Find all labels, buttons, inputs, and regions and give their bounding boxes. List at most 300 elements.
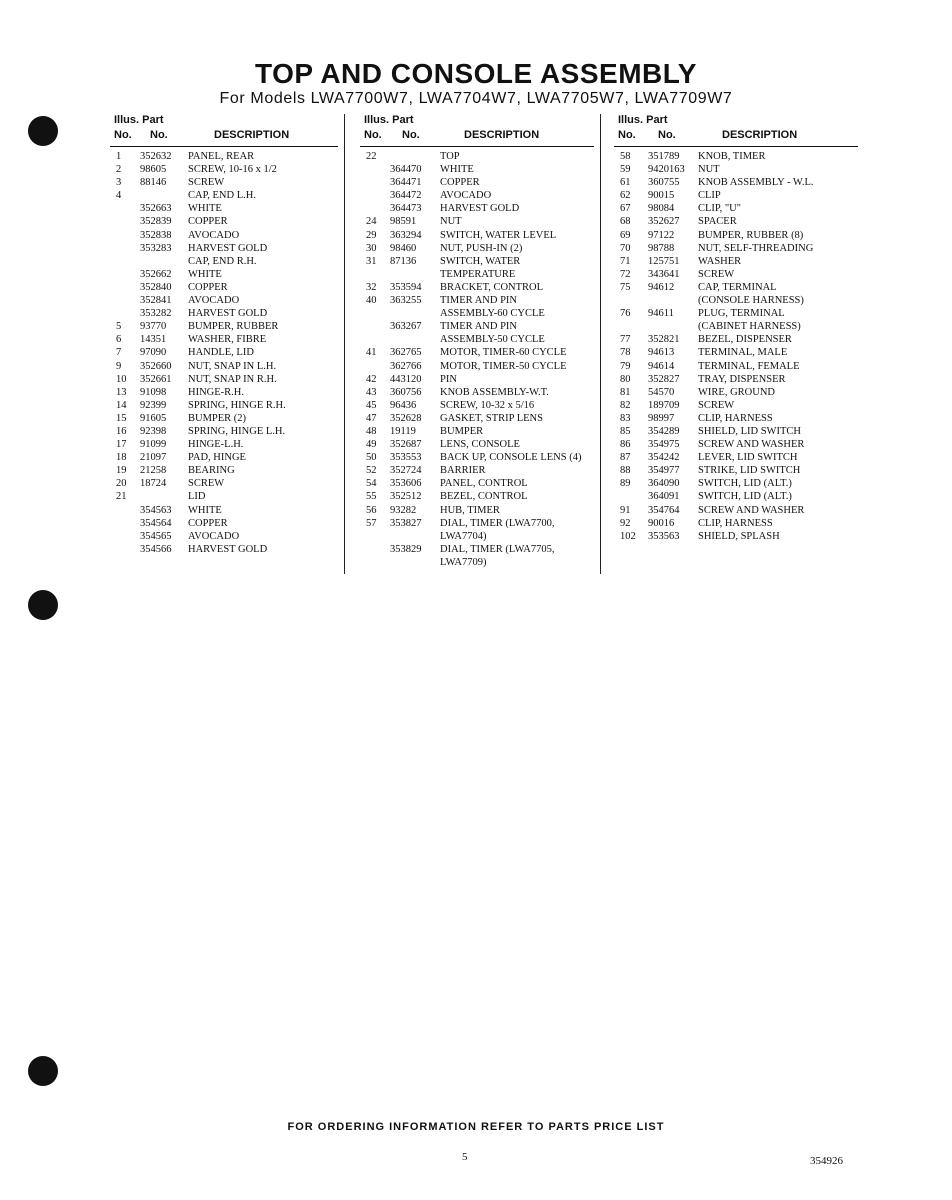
header-illus-no: No.: [114, 129, 132, 141]
part-number: 360755: [648, 177, 680, 189]
part-number: 352661: [140, 373, 172, 385]
table-row: [110, 490, 338, 503]
part-description: TIMER AND PIN: [440, 295, 518, 307]
table-row: [360, 425, 594, 438]
table-row: [110, 268, 338, 281]
part-description: HANDLE, LID: [188, 347, 254, 359]
table-row: [110, 412, 338, 425]
part-description: BEZEL, CONTROL: [440, 491, 528, 503]
part-number: 352839: [140, 216, 172, 228]
table-row: [614, 202, 858, 215]
header-part-no: No.: [402, 129, 420, 141]
table-row: [614, 412, 858, 425]
part-number: 364473: [390, 203, 422, 215]
part-number: 352627: [648, 216, 680, 228]
part-number: 21258: [140, 465, 167, 477]
illus-number: 43: [366, 386, 377, 398]
part-description: LENS, CONSOLE: [440, 439, 520, 451]
part-number: 354977: [648, 465, 680, 477]
illus-number: 68: [620, 216, 631, 228]
illus-number: 83: [620, 412, 631, 424]
part-number: 351789: [648, 151, 680, 162]
part-number: 352663: [140, 203, 172, 215]
part-description: LWA7704): [440, 530, 487, 542]
part-description: CLIP: [698, 190, 721, 202]
illus-number: 10: [116, 373, 127, 385]
table-row: [614, 425, 858, 438]
table-row: [360, 504, 594, 517]
illus-number: 61: [620, 177, 631, 189]
table-row: [614, 386, 858, 399]
part-description: AVOCADO: [188, 295, 240, 307]
part-number: 91099: [140, 439, 167, 451]
part-description: CLIP, HARNESS: [698, 412, 773, 424]
table-row: [614, 189, 858, 202]
table-row: [110, 477, 338, 490]
table-row: [110, 504, 338, 517]
part-number: 352827: [648, 373, 680, 385]
table-row: [614, 242, 858, 255]
part-number: 360756: [390, 386, 422, 398]
part-description: PIN: [440, 373, 457, 385]
part-number: 364090: [648, 478, 680, 490]
parts-column-3: [614, 114, 858, 543]
illus-number: 81: [620, 386, 631, 398]
illus-number: 47: [366, 412, 377, 424]
part-description: LEVER, LID SWITCH: [698, 452, 798, 464]
table-row: [110, 438, 338, 451]
part-description: SCREW AND WASHER: [698, 504, 805, 516]
header-illus-no: No.: [364, 129, 382, 141]
illus-number: 2: [116, 164, 122, 176]
part-description: SCREW, 10-16 x 1/2: [188, 164, 277, 176]
table-row: [110, 530, 338, 543]
part-number: 87136: [390, 255, 417, 267]
table-row: [110, 163, 338, 176]
table-row: [360, 517, 594, 530]
part-number: 54570: [648, 386, 675, 398]
part-description: SCREW: [188, 478, 225, 490]
illus-number: 88: [620, 465, 631, 477]
table-row: [614, 530, 858, 543]
table-row: [614, 490, 858, 503]
part-number: 97090: [140, 347, 167, 359]
part-number: 352632: [140, 151, 172, 162]
part-description: BACK UP, CONSOLE LENS (4): [440, 452, 582, 464]
part-description: ASSEMBLY-60 CYCLE: [440, 308, 545, 320]
part-number: 93282: [390, 504, 417, 516]
table-row: [360, 386, 594, 399]
part-description: NUT, SNAP IN R.H.: [188, 373, 277, 385]
table-row: [360, 268, 594, 281]
table-row: [110, 320, 338, 333]
table-row: [360, 176, 594, 189]
illus-number: 71: [620, 255, 631, 267]
column-header: [110, 114, 338, 147]
part-description: PANEL, CONTROL: [440, 478, 528, 490]
part-number: 352660: [140, 360, 172, 372]
part-number: 94613: [648, 347, 675, 359]
table-row: [110, 333, 338, 346]
column-divider: [600, 114, 601, 574]
part-description: COPPER: [440, 177, 480, 189]
column-header: [360, 114, 594, 147]
table-row: [110, 176, 338, 189]
part-number: 94612: [648, 281, 675, 293]
part-number: 353829: [390, 543, 422, 555]
part-number: 14351: [140, 334, 167, 346]
parts-rows: [110, 147, 338, 556]
part-number: 353606: [390, 478, 422, 490]
illus-number: 70: [620, 242, 631, 254]
illus-number: 58: [620, 151, 631, 162]
table-row: [110, 425, 338, 438]
part-description: PLUG, TERMINAL: [698, 308, 785, 320]
table-row: [614, 399, 858, 412]
part-number: 88146: [140, 177, 167, 189]
column-divider: [344, 114, 345, 574]
part-number: 92398: [140, 425, 167, 437]
part-description: HARVEST GOLD: [188, 242, 268, 254]
table-row: [360, 215, 594, 228]
part-number: 354975: [648, 439, 680, 451]
part-number: 352662: [140, 268, 172, 280]
part-description: COPPER: [188, 216, 228, 228]
table-row: [614, 360, 858, 373]
illus-number: 32: [366, 281, 377, 293]
illus-number: 57: [366, 517, 377, 529]
part-number: 352628: [390, 412, 422, 424]
part-number: 363267: [390, 321, 422, 333]
part-description: BUMPER, RUBBER (8): [698, 229, 804, 241]
part-description: HINGE-L.H.: [188, 439, 244, 451]
part-number: 352724: [390, 465, 422, 477]
table-row: [614, 150, 858, 163]
part-description: LID: [188, 491, 206, 503]
page-number: 5: [462, 1151, 468, 1163]
part-description: AVOCADO: [188, 229, 240, 241]
part-description: WIRE, GROUND: [698, 386, 775, 398]
part-description: KNOB, TIMER: [698, 151, 766, 162]
illus-number: 17: [116, 439, 127, 451]
table-row: [360, 438, 594, 451]
header-description: DESCRIPTION: [464, 129, 540, 141]
part-description: SPRING, HINGE R.H.: [188, 399, 286, 411]
table-row: [614, 346, 858, 359]
part-number: 97122: [648, 229, 675, 241]
part-description: HARVEST GOLD: [188, 308, 268, 320]
table-row: [110, 399, 338, 412]
part-number: 18724: [140, 478, 167, 490]
part-number: 354764: [648, 504, 680, 516]
part-description: GASKET, STRIP LENS: [440, 412, 543, 424]
part-description: COPPER: [188, 281, 228, 293]
part-description: BRACKET, CONTROL: [440, 281, 544, 293]
table-row: [360, 320, 594, 333]
part-number: 363255: [390, 295, 422, 307]
part-number: 91098: [140, 386, 167, 398]
part-description: COPPER: [188, 517, 228, 529]
ordering-note: FOR ORDERING INFORMATION REFER TO PARTS PRICE LIST: [287, 1121, 665, 1133]
table-row: [360, 373, 594, 386]
part-description: WHITE: [188, 268, 222, 280]
part-description: SWITCH, WATER: [440, 255, 521, 267]
table-row: [614, 517, 858, 530]
part-description: PAD, HINGE: [188, 452, 246, 464]
illus-number: 18: [116, 452, 127, 464]
part-description: NUT: [440, 216, 462, 228]
table-row: [614, 215, 858, 228]
table-row: [110, 294, 338, 307]
part-number: 363294: [390, 229, 422, 241]
table-row: [110, 229, 338, 242]
table-row: [614, 176, 858, 189]
table-row: [110, 517, 338, 530]
part-description: CAP, END R.H.: [188, 255, 257, 267]
illus-number: 30: [366, 242, 377, 254]
part-number: 364091: [648, 491, 680, 503]
part-description: MOTOR, TIMER-60 CYCLE: [440, 347, 567, 359]
part-number: 354242: [648, 452, 680, 464]
header-illus-part: Illus. Part: [364, 114, 414, 126]
illus-number: 45: [366, 399, 377, 411]
part-number: 125751: [648, 255, 680, 267]
part-description: NUT, PUSH-IN (2): [440, 242, 523, 254]
parts-column-2: [360, 114, 594, 569]
part-description: SCREW: [698, 268, 735, 280]
part-description: KNOB ASSEMBLY - W.L.: [698, 177, 814, 189]
illus-number: 82: [620, 399, 631, 411]
document-number: 354926: [810, 1155, 843, 1167]
part-description: BEZEL, DISPENSER: [698, 334, 792, 346]
part-description: HARVEST GOLD: [188, 543, 268, 555]
header-description: DESCRIPTION: [214, 129, 290, 141]
illus-number: 62: [620, 190, 631, 202]
part-description: NUT, SNAP IN L.H.: [188, 360, 277, 372]
illus-number: 67: [620, 203, 631, 215]
header-illus-part: Illus. Part: [618, 114, 668, 126]
part-description: (CONSOLE HARNESS): [698, 295, 804, 307]
table-row: [614, 163, 858, 176]
table-row: [110, 215, 338, 228]
part-description: TERMINAL, MALE: [698, 347, 788, 359]
part-description: HUB, TIMER: [440, 504, 500, 516]
part-number: 92399: [140, 399, 167, 411]
table-row: [614, 320, 858, 333]
part-number: 98084: [648, 203, 675, 215]
table-row: [110, 346, 338, 359]
illus-number: 80: [620, 373, 631, 385]
part-description: NUT, SELF-THREADING: [698, 242, 814, 254]
part-number: 94614: [648, 360, 675, 372]
illus-number: 76: [620, 308, 631, 320]
illus-number: 21: [116, 491, 127, 503]
part-description: CLIP, "U": [698, 203, 741, 215]
part-description: SHIELD, LID SWITCH: [698, 425, 801, 437]
part-description: MOTOR, TIMER-50 CYCLE: [440, 360, 567, 372]
part-description: WHITE: [188, 504, 222, 516]
part-description: CAP, TERMINAL: [698, 281, 777, 293]
illus-number: 16: [116, 425, 127, 437]
table-row: [360, 556, 594, 569]
table-row: [110, 373, 338, 386]
illus-number: 78: [620, 347, 631, 359]
illus-number: 22: [366, 151, 377, 162]
part-number: 90015: [648, 190, 675, 202]
part-number: 93770: [140, 321, 167, 333]
illus-number: 56: [366, 504, 377, 516]
illus-number: 14: [116, 399, 127, 411]
part-description: STRIKE, LID SWITCH: [698, 465, 801, 477]
table-row: [614, 333, 858, 346]
illus-number: 50: [366, 452, 377, 464]
part-description: DIAL, TIMER (LWA7700,: [440, 517, 555, 529]
illus-number: 52: [366, 465, 377, 477]
part-number: 352840: [140, 281, 172, 293]
part-number: 98788: [648, 242, 675, 254]
illus-number: 91: [620, 504, 631, 516]
part-description: KNOB ASSEMBLY-W.T.: [440, 386, 549, 398]
part-number: 353594: [390, 281, 422, 293]
illus-number: 29: [366, 229, 377, 241]
header-part-no: No.: [150, 129, 168, 141]
table-row: [614, 504, 858, 517]
illus-number: 6: [116, 334, 122, 346]
part-description: PANEL, REAR: [188, 151, 255, 162]
part-number: 352841: [140, 295, 172, 307]
table-row: [360, 412, 594, 425]
binder-hole-bottom: [28, 1056, 58, 1086]
part-number: 443120: [390, 373, 422, 385]
parts-column-1: [110, 114, 338, 556]
part-description: SWITCH, LID (ALT.): [698, 478, 792, 490]
illus-number: 1: [116, 151, 122, 162]
part-description: TERMINAL, FEMALE: [698, 360, 800, 372]
part-description: SPACER: [698, 216, 737, 228]
part-description: NUT: [698, 164, 720, 176]
illus-number: 72: [620, 268, 631, 280]
part-description: SCREW: [698, 399, 735, 411]
page-title: TOP AND CONSOLE ASSEMBLY: [255, 58, 697, 89]
illus-number: 48: [366, 425, 377, 437]
part-description: TEMPERATURE: [440, 268, 516, 280]
table-row: [614, 438, 858, 451]
table-row: [614, 307, 858, 320]
table-row: [360, 543, 594, 556]
table-row: [614, 373, 858, 386]
part-number: 354564: [140, 517, 172, 529]
part-description: BARRIER: [440, 465, 486, 477]
part-description: WASHER, FIBRE: [188, 334, 267, 346]
part-number: 354565: [140, 530, 172, 542]
header-illus-no: No.: [618, 129, 636, 141]
part-number: 189709: [648, 399, 680, 411]
illus-number: 77: [620, 334, 631, 346]
table-row: [614, 464, 858, 477]
part-description: WHITE: [188, 203, 222, 215]
table-row: [110, 242, 338, 255]
illus-number: 55: [366, 491, 377, 503]
table-row: [360, 477, 594, 490]
part-number: 353283: [140, 242, 172, 254]
column-header: [614, 114, 858, 147]
table-row: [110, 189, 338, 202]
part-description: (CABINET HARNESS): [698, 321, 801, 333]
part-number: 353553: [390, 452, 422, 464]
part-number: 354563: [140, 504, 172, 516]
part-description: CLIP, HARNESS: [698, 517, 773, 529]
illus-number: 7: [116, 347, 122, 359]
parts-rows: [360, 147, 594, 569]
header-part-no: No.: [658, 129, 676, 141]
illus-number: 42: [366, 373, 377, 385]
part-description: SWITCH, LID (ALT.): [698, 491, 792, 503]
illus-number: 102: [620, 530, 636, 542]
part-description: BUMPER, RUBBER: [188, 321, 279, 333]
illus-number: 41: [366, 347, 377, 359]
table-row: [614, 451, 858, 464]
part-number: 362765: [390, 347, 422, 359]
part-description: SWITCH, WATER LEVEL: [440, 229, 557, 241]
table-row: [360, 346, 594, 359]
part-description: AVOCADO: [188, 530, 240, 542]
table-row: [110, 543, 338, 556]
part-number: 21097: [140, 452, 167, 464]
table-row: [360, 294, 594, 307]
illus-number: 15: [116, 412, 127, 424]
illus-number: 79: [620, 360, 631, 372]
binder-hole-middle: [28, 590, 58, 620]
table-row: [110, 255, 338, 268]
table-row: [360, 464, 594, 477]
part-number: 96436: [390, 399, 417, 411]
table-row: [360, 189, 594, 202]
table-row: [614, 268, 858, 281]
part-description: SCREW: [188, 177, 225, 189]
illus-number: 24: [366, 216, 377, 228]
part-description: WHITE: [440, 164, 474, 176]
part-number: 364472: [390, 190, 422, 202]
table-row: [360, 399, 594, 412]
table-row: [614, 477, 858, 490]
part-description: BUMPER (2): [188, 412, 247, 424]
part-description: SCREW AND WASHER: [698, 439, 805, 451]
part-number: 98997: [648, 412, 675, 424]
part-number: 19119: [390, 425, 416, 437]
illus-number: 92: [620, 517, 631, 529]
illus-number: 49: [366, 439, 377, 451]
binder-hole-top: [28, 116, 58, 146]
part-description: HINGE-R.H.: [188, 386, 244, 398]
illus-number: 5: [116, 321, 122, 333]
table-row: [614, 281, 858, 294]
table-row: [360, 281, 594, 294]
parts-rows: [614, 147, 858, 543]
part-description: CAP, END L.H.: [188, 190, 256, 202]
part-number: 353563: [648, 530, 680, 542]
illus-number: 31: [366, 255, 377, 267]
part-number: 98605: [140, 164, 167, 176]
illus-number: 20: [116, 478, 127, 490]
part-description: SPRING, HINGE L.H.: [188, 425, 286, 437]
table-row: [360, 229, 594, 242]
part-number: 98460: [390, 242, 417, 254]
table-row: [360, 202, 594, 215]
page-subtitle: For Models LWA7700W7, LWA7704W7, LWA7705W7, LWA7709W7: [219, 90, 733, 107]
table-row: [110, 307, 338, 320]
part-number: 90016: [648, 517, 675, 529]
part-description: TOP: [440, 151, 460, 162]
